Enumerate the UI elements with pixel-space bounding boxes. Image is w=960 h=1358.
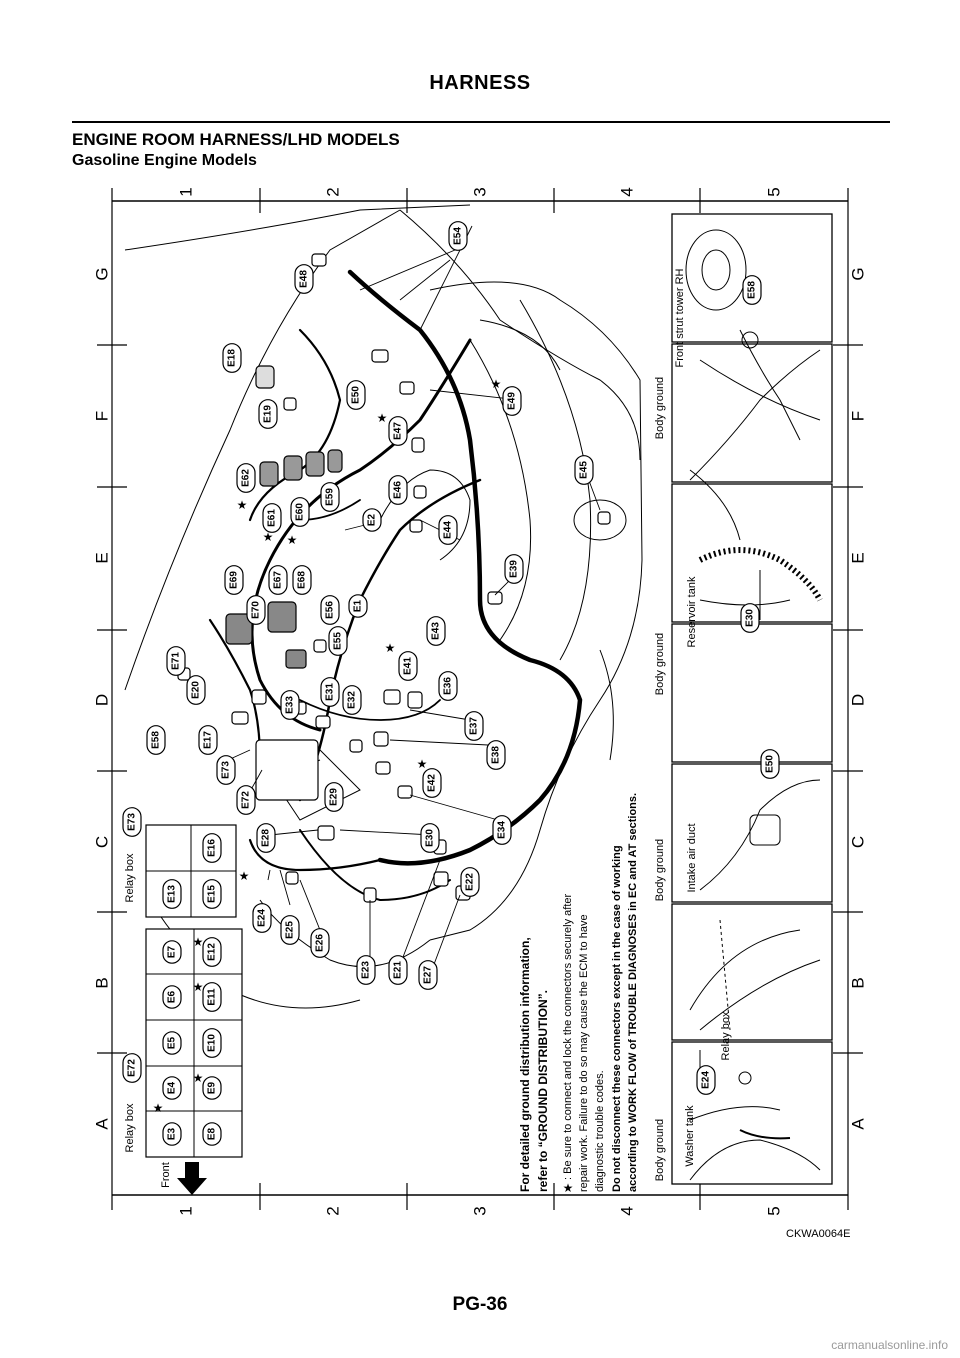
grid-col-bottom-4: 4 — [617, 1206, 637, 1216]
connector-e59 — [321, 483, 339, 512]
relay-e72-cell-E6-text: E6 — [166, 990, 178, 1004]
grid-row-right-C: C — [848, 835, 868, 849]
star-icon: ★ — [192, 935, 204, 949]
inset-1-connector-text: E24 — [700, 1071, 712, 1089]
connector-e22-text: E22 — [464, 873, 476, 891]
connector-e56-text: E56 — [324, 601, 336, 619]
connector-e43-text: E43 — [430, 622, 442, 640]
connector-e39 — [505, 555, 523, 584]
relay-e72-cell-E9 — [203, 1077, 221, 1099]
relay-box-e73-tag-text: E73 — [126, 813, 138, 831]
connector-e20-text: E20 — [190, 681, 202, 699]
connector-e1 — [349, 595, 367, 617]
inset-2-connector-text: E50 — [764, 755, 776, 773]
star-icon: ★ — [152, 1101, 164, 1115]
star-icon: ★ — [262, 530, 274, 544]
grid-row-left-D: D — [92, 693, 112, 707]
connector-e55 — [329, 627, 347, 656]
connector-e20 — [187, 676, 205, 705]
grid-col-top-2: 2 — [323, 187, 343, 197]
connector-e36-text: E36 — [442, 677, 454, 695]
connector-e62 — [237, 464, 255, 493]
connector-e27-text: E27 — [422, 966, 434, 984]
grid-row-right-D: D — [848, 693, 868, 707]
inset-1-title: Body ground — [654, 1118, 666, 1182]
grid-col-bottom-2: 2 — [323, 1206, 343, 1216]
inset-3-connector-text: E30 — [744, 609, 756, 627]
connector-e69-text: E69 — [228, 571, 240, 589]
relay-e72-cell-E7 — [163, 941, 181, 963]
relay-e72-cell-E10 — [203, 1029, 221, 1058]
relay-e72-cell-E7-text: E7 — [166, 945, 178, 959]
note-line-2: refer to “GROUND DISTRIBUTION”. — [536, 989, 550, 1192]
relay-box-e72-tag — [123, 1054, 141, 1083]
connector-e69 — [225, 566, 243, 595]
inset-2-title: Body ground — [654, 838, 666, 902]
note-line-3: : Be sure to connect and lock the connectors securely after — [562, 893, 574, 1180]
connector-e42 — [423, 769, 441, 798]
connector-e2 — [363, 509, 381, 531]
grid-col-top-3: 3 — [470, 187, 490, 197]
connector-e32 — [343, 686, 361, 715]
relay-box-e72 — [146, 929, 242, 1157]
connector-e18-text: E18 — [226, 349, 238, 367]
grid-row-left-G: G — [92, 267, 112, 281]
figure-code: CKWA0064E — [786, 1228, 851, 1240]
grid-col-bottom-5: 5 — [764, 1206, 784, 1216]
connector-e30 — [421, 824, 439, 853]
grid-row-left-B: B — [92, 977, 112, 989]
connector-e60-text: E60 — [294, 503, 306, 521]
star-icon: ★ — [192, 980, 204, 994]
star-icon: ★ — [490, 377, 502, 391]
inset-4-connector — [743, 276, 761, 305]
relay-box-e73 — [146, 825, 236, 917]
connector-e72 — [237, 786, 255, 815]
connector-e18 — [223, 344, 241, 373]
relay-e72-cell-E5 — [163, 1032, 181, 1054]
connector-e39-text: E39 — [508, 560, 520, 578]
front-label-group — [160, 1162, 172, 1188]
connector-e54-text: E54 — [452, 227, 464, 245]
grid-row-left-F: F — [92, 410, 112, 422]
connector-e21-text: E21 — [392, 961, 404, 979]
connector-e37 — [465, 712, 483, 741]
connector-e46 — [389, 476, 407, 505]
relay-e72-cell-E11-text: E11 — [206, 988, 218, 1006]
relay-e73-cell-E15-text: E15 — [206, 885, 218, 903]
connector-e29 — [325, 783, 343, 812]
connector-e30-text: E30 — [424, 829, 436, 847]
grid-col-bottom-1: 1 — [176, 1206, 196, 1216]
connector-e33 — [281, 691, 299, 720]
connector-e38-text: E38 — [490, 746, 502, 764]
star-icon: ★ — [376, 411, 388, 425]
connector-e45-text: E45 — [578, 461, 590, 479]
relay-e73-cell-E13 — [163, 880, 181, 909]
connector-e73-text: E73 — [220, 761, 232, 779]
star-icon: ★ — [416, 757, 428, 771]
connector-e62-text: E62 — [240, 469, 252, 487]
connector-e24-text: E24 — [256, 909, 268, 927]
connector-e32-text: E32 — [346, 691, 358, 709]
connector-e26 — [311, 929, 329, 958]
relay-e72-cell-E9-text: E9 — [206, 1081, 218, 1095]
connector-e41-text: E41 — [402, 657, 414, 675]
relay-e72-cell-E8-text: E8 — [206, 1127, 218, 1141]
connector-e31 — [321, 678, 339, 707]
connector-e21 — [389, 956, 407, 985]
inset-3-connector — [741, 604, 759, 633]
connector-e50 — [347, 381, 365, 410]
connector-e47 — [389, 417, 407, 446]
connector-e36 — [439, 672, 457, 701]
grid-row-right-F: F — [848, 410, 868, 422]
connector-e17-text: E17 — [202, 731, 214, 749]
connector-e46-text: E46 — [392, 481, 404, 499]
star-icon: ★ — [236, 498, 248, 512]
connector-e19-text: E19 — [262, 405, 274, 423]
connector-e49 — [503, 387, 521, 416]
inset-1-connector — [697, 1066, 715, 1095]
inset-3-title: Body ground — [654, 632, 666, 696]
connector-e72-text: E72 — [240, 791, 252, 809]
relay-e73-cell-E15 — [203, 880, 221, 909]
connector-e70 — [247, 596, 265, 625]
connector-e34 — [493, 816, 511, 845]
inset-1-label-washer-tank: Washer tank — [684, 1105, 696, 1167]
grid-row-right-A: A — [848, 1118, 868, 1130]
connector-e54 — [449, 222, 467, 251]
grid-row-left-A: A — [92, 1118, 112, 1130]
connector-e41 — [399, 652, 417, 681]
star-icon: ★ — [286, 533, 298, 547]
connector-e24 — [253, 904, 271, 933]
connector-e43 — [427, 617, 445, 646]
relay-e72-cell-E4 — [163, 1077, 181, 1099]
connector-e44 — [439, 516, 457, 545]
connector-e27 — [419, 961, 437, 990]
connector-e61-text: E61 — [266, 509, 278, 527]
connector-e26-text: E26 — [314, 934, 326, 952]
inset-1-label-relay-box: Relay box — [720, 1011, 732, 1061]
connector-e71 — [167, 647, 185, 676]
connector-e47-text: E47 — [392, 422, 404, 440]
grid-row-right-B: B — [848, 977, 868, 989]
inset-2-connector — [761, 750, 779, 779]
connector-e28-text: E28 — [260, 829, 272, 847]
connector-e68 — [293, 566, 311, 595]
note-line-1: For detailed ground distribution information, — [518, 937, 532, 1192]
relay-e72-cell-E4-text: E4 — [166, 1081, 178, 1095]
page-header: HARNESS — [429, 72, 531, 94]
section-subtitle: Gasoline Engine Models — [72, 152, 257, 169]
connector-e17 — [199, 726, 217, 755]
grid-col-bottom-3: 3 — [470, 1206, 490, 1216]
connector-e49-text: E49 — [506, 392, 518, 410]
connector-e29-text: E29 — [328, 788, 340, 806]
connector-e58-text: E58 — [150, 731, 162, 749]
connector-e50-text: E50 — [350, 386, 362, 404]
grid-col-top-1: 1 — [176, 187, 196, 197]
grid-row-left-C: C — [92, 835, 112, 849]
connector-e23-text: E23 — [360, 961, 372, 979]
connector-e31-text: E31 — [324, 683, 336, 701]
connector-e37-text: E37 — [468, 717, 480, 735]
note-line-6: Do not disconnect these connectors except in the case of working — [611, 845, 623, 1192]
connector-e71-text: E71 — [170, 652, 182, 670]
relay-e72-cell-E3 — [163, 1123, 181, 1145]
relay-e72-cell-E8 — [203, 1123, 221, 1145]
connector-e25-text: E25 — [284, 921, 296, 939]
note-line-5: diagnostic trouble codes. — [594, 1070, 606, 1192]
relay-e72-cell-E11 — [203, 983, 221, 1012]
inset-panels — [672, 214, 832, 1184]
inset-2-label-intake-air-duct: Intake air duct — [686, 823, 698, 893]
grid-row-left-E: E — [92, 552, 112, 564]
relay-e72-cell-E12-text: E12 — [206, 943, 218, 961]
connector-e67 — [269, 566, 287, 595]
star-icon: ★ — [238, 869, 250, 883]
connector-e1-text: E1 — [352, 599, 364, 613]
note-line-7: according to WORK FLOW of TROUBLE DIAGNOSES in EC and AT sections. — [627, 792, 639, 1192]
connector-e67-text: E67 — [272, 571, 284, 589]
connector-e70-text: E70 — [250, 601, 262, 619]
connector-e28 — [257, 824, 275, 853]
relay-box-e72-tag-text: E72 — [126, 1059, 138, 1077]
grid-row-right-G: G — [848, 267, 868, 281]
connector-e38 — [487, 741, 505, 770]
connector-e33-text: E33 — [284, 696, 296, 714]
connector-e73 — [217, 756, 235, 785]
connector-e48 — [295, 265, 313, 294]
connector-e48-text: E48 — [298, 270, 310, 288]
front-label: Front — [160, 1162, 172, 1188]
connector-e55-text: E55 — [332, 632, 344, 650]
connector-e59-text: E59 — [324, 488, 336, 506]
section-title: ENGINE ROOM HARNESS/LHD MODELS — [72, 130, 400, 149]
connector-e61 — [263, 504, 281, 533]
star-icon: ★ — [192, 1071, 204, 1085]
note-line-4: repair work. Failure to do so may cause the ECM to have — [578, 914, 590, 1192]
relay-e72-cell-E5-text: E5 — [166, 1036, 178, 1050]
grid-col-top-5: 5 — [764, 187, 784, 197]
connector-e34-text: E34 — [496, 821, 508, 839]
connector-e42-text: E42 — [426, 774, 438, 792]
connector-e45 — [575, 456, 593, 485]
notes-layer — [518, 793, 639, 1195]
relay-e73-cell-E13-text: E13 — [166, 885, 178, 903]
grid-col-top-4: 4 — [617, 187, 637, 197]
relay-box-e72-title: Relay box — [124, 1103, 136, 1153]
inset-4-connector-text: E58 — [746, 281, 758, 299]
relay-box-e73-tag — [123, 808, 141, 837]
connector-e2-text: E2 — [366, 513, 378, 527]
grid-row-right-E: E — [848, 552, 868, 564]
front-arrow — [177, 1162, 207, 1195]
connector-e68-text: E68 — [296, 571, 308, 589]
connector-e60 — [291, 498, 309, 527]
connector-e44-text: E44 — [442, 521, 454, 539]
relay-e72-cell-E12 — [203, 938, 221, 967]
relay-e73-cell-E16 — [203, 834, 221, 863]
star-icon: ★ — [562, 1181, 574, 1195]
star-icon: ★ — [384, 641, 396, 655]
connector-e19 — [259, 400, 277, 429]
connector-e25 — [281, 916, 299, 945]
inset-4-title: Body ground — [654, 376, 666, 440]
relay-e72-cell-E6 — [163, 986, 181, 1008]
inset-4-label-front-strut-tower: Front strut tower RH — [674, 268, 686, 368]
inset-3-label-reservoir-tank: Reservoir tank — [686, 576, 698, 648]
relay-e73-cell-E16-text: E16 — [206, 839, 218, 857]
relay-box-e73-title: Relay box — [124, 853, 136, 903]
relay-e72-cell-E10-text: E10 — [206, 1034, 218, 1052]
connector-e56 — [321, 596, 339, 625]
connector-e23 — [357, 956, 375, 985]
watermark: carmanualsonline.info — [831, 1338, 948, 1352]
connector-e58 — [147, 726, 165, 755]
connector-e22 — [461, 868, 479, 897]
page-number: PG-36 — [452, 1294, 508, 1315]
relay-e72-cell-E3-text: E3 — [166, 1127, 178, 1141]
